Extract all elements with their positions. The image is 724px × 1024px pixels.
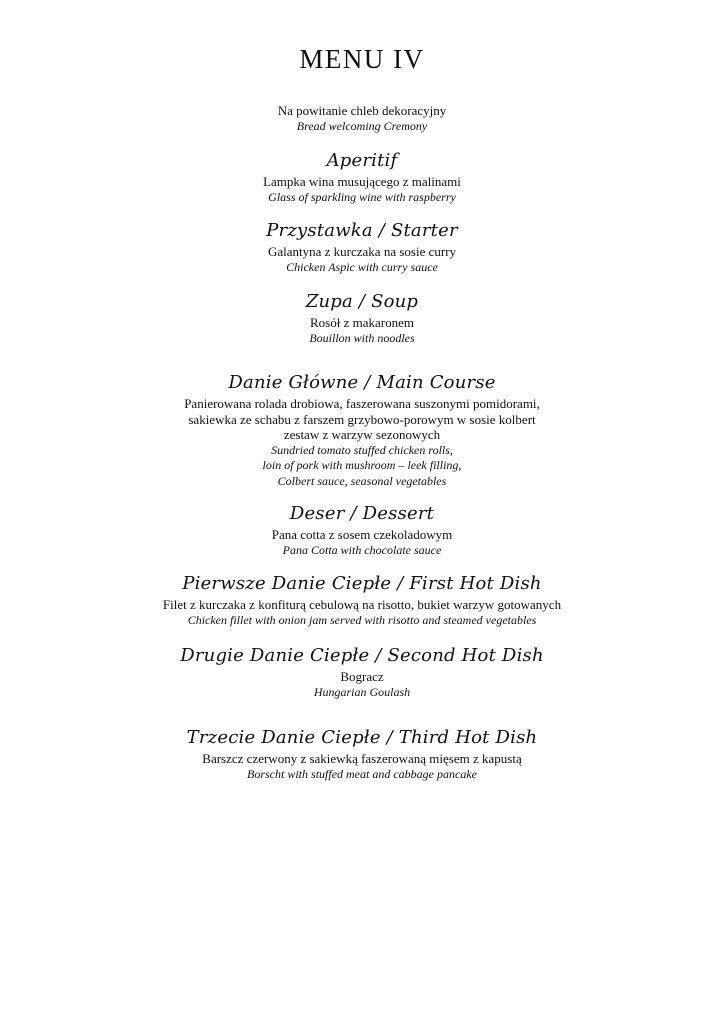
- third-hot-dish-heading: Trzecie Danie Ciepłe / Third Hot Dish: [186, 727, 538, 748]
- soup-pl: Rosół z makaronem: [310, 315, 414, 330]
- main-course-en-line-2: loin of pork with mushroom – leek filling,: [262, 458, 462, 472]
- third-hot-dish-pl: Barszcz czerwony z sakiewką faszerowaną mięsem z kapustą: [202, 751, 522, 766]
- welcome-en: Bread welcoming Cremony: [296, 118, 428, 133]
- first-hot-dish-section: [0, 573, 724, 628]
- first-hot-dish-heading: Pierwsze Danie Ciepłe / First Hot Dish: [182, 573, 542, 594]
- menu-title: MENU IV: [299, 44, 425, 74]
- main-course-pl-line-2: sakiewka ze schabu z farszem grzybowo-porowym w sosie kolbert: [188, 411, 536, 427]
- starter-heading: Przystawka / Starter: [266, 220, 458, 241]
- third-hot-dish-en: Borscht with stuffed meat and cabbage pancake: [247, 766, 477, 781]
- dessert-heading: Deser / Dessert: [289, 503, 435, 524]
- main-course-pl-line-3: zestaw z warzyw sezonowych: [283, 427, 441, 442]
- starter-en: Chicken Aspic with curry sauce: [286, 259, 438, 274]
- dessert-en: Pana Cotta with chocolate sauce: [282, 542, 442, 557]
- starter-section: [0, 220, 724, 275]
- second-hot-dish-section: [0, 645, 724, 700]
- welcome-section: [0, 103, 724, 134]
- second-hot-dish-en: Hungarian Goulash: [313, 684, 411, 699]
- first-hot-dish-pl: Filet z kurczaka z konfiturą cebulową na risotto, bukiet warzyw gotowanych: [162, 597, 562, 612]
- main-course-en-line-1: Sundried tomato stuffed chicken rolls,: [271, 442, 453, 457]
- soup-en: Bouillon with noodles: [309, 330, 415, 345]
- aperitif-section: [0, 150, 724, 205]
- dessert-section: [0, 503, 724, 558]
- soup-heading: Zupa / Soup: [305, 291, 419, 312]
- main-course-heading: Danie Główne / Main Course: [228, 372, 496, 393]
- aperitif-en: Glass of sparkling wine with raspberry: [268, 189, 456, 204]
- third-hot-dish-section: [0, 727, 724, 782]
- soup-section: [0, 291, 724, 346]
- aperitif-pl: Lampka wina musującego z malinami: [263, 174, 461, 189]
- aperitif-heading: Aperitif: [326, 150, 398, 171]
- dessert-pl: Pana cotta z sosem czekoladowym: [271, 527, 453, 542]
- second-hot-dish-heading: Drugie Danie Ciepłe / Second Hot Dish: [180, 645, 544, 666]
- first-hot-dish-en: Chicken fillet with onion jam served with risotto and steamed vegetables: [187, 612, 537, 627]
- main-course-pl-line-1: Panierowana rolada drobiowa, faszerowana suszonymi pomidorami,: [184, 396, 540, 411]
- starter-pl: Galantyna z kurczaka na sosie curry: [267, 244, 457, 259]
- main-course-en-line-3: Colbert sauce, seasonal vegetables: [277, 473, 447, 488]
- main-course-section: [0, 372, 724, 489]
- second-hot-dish-pl: Bogracz: [340, 669, 384, 684]
- welcome-pl: Na powitanie chleb dekoracyjny: [277, 103, 447, 118]
